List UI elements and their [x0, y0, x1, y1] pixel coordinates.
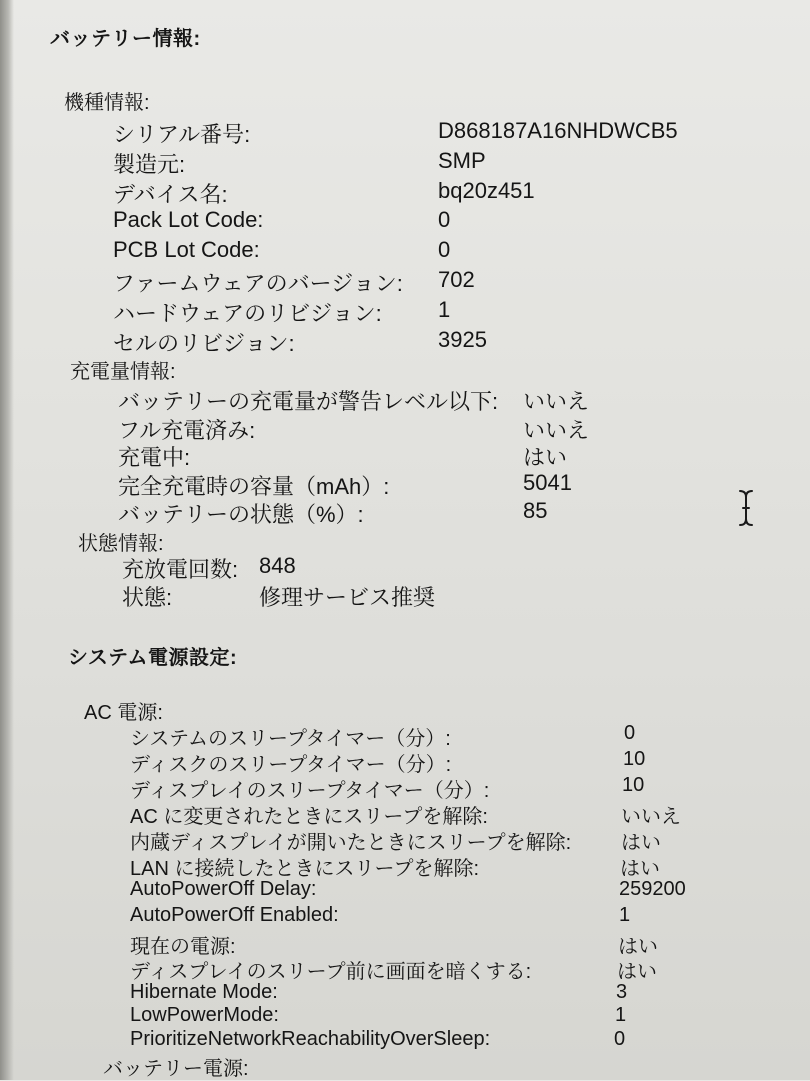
row-value: はい [620, 858, 660, 880]
row-label: シリアル番号: [113, 122, 251, 147]
row-value: 3 [616, 981, 628, 1003]
section-title-battery-info: バッテリー情報: [50, 28, 201, 50]
screen-bezel-edge [0, 0, 14, 1080]
group-title-battery-power: バッテリー電源: [103, 1058, 249, 1080]
text-ibeam-cursor-icon [737, 488, 755, 528]
row-label: バッテリーの充電量が警告レベル以下: [118, 389, 499, 414]
row-label: 現在の電源: [130, 936, 236, 958]
row-label: ファームウェアのバージョン: [113, 271, 403, 296]
row-label: セルのリビジョン: [113, 331, 295, 356]
row-value: SMP [438, 148, 486, 173]
row-label: AC に変更されたときにスリープを解除: [130, 806, 488, 828]
row-value: はい [617, 961, 657, 983]
row-label: 完全充電時の容量（mAh）: [118, 474, 390, 499]
row-label: LowPowerMode: [130, 1004, 279, 1026]
row-value: いいえ [523, 389, 590, 414]
row-label: 状態: [122, 585, 173, 610]
row-label: Hibernate Mode: [130, 981, 278, 1003]
row-value: はい [621, 832, 661, 854]
row-label: デバイス名: [113, 182, 228, 207]
row-value: いいえ [523, 418, 590, 443]
row-value: 848 [259, 553, 296, 578]
row-label: 充電中: [118, 445, 191, 470]
group-title-model-info: 機種情報: [64, 92, 150, 114]
row-label: Pack Lot Code: [113, 207, 264, 232]
group-title-ac-power: AC 電源: [84, 702, 163, 724]
group-title-status-info: 状態情報: [78, 533, 164, 555]
row-label: ディスクのスリープタイマー（分）: [130, 754, 452, 776]
row-label: ディスプレイのスリープタイマー（分）: [130, 780, 490, 802]
row-value: 5041 [523, 470, 572, 495]
row-value: 1 [615, 1004, 627, 1026]
row-label: AutoPowerOff Enabled: [130, 904, 339, 926]
row-value: 10 [623, 748, 646, 770]
section-title-system-power: システム電源設定: [68, 647, 238, 669]
row-value: 10 [622, 774, 645, 796]
row-value: bq20z451 [438, 178, 535, 203]
row-value: 0 [438, 237, 451, 262]
row-label: 内蔵ディスプレイが開いたときにスリープを解除: [130, 832, 572, 854]
row-value: 修理サービス推奨 [259, 585, 436, 610]
row-value: 85 [523, 498, 548, 523]
row-label: LAN に接続したときにスリープを解除: [130, 858, 480, 880]
row-label: PrioritizeNetworkReachabilityOverSleep: [130, 1028, 491, 1050]
row-label: 充放電回数: [122, 557, 239, 582]
row-label: AutoPowerOff Delay: [130, 878, 317, 900]
row-label: ディスプレイのスリープ前に画面を暗くする: [130, 961, 532, 983]
row-value: D868187A16NHDWCB5 [438, 118, 678, 143]
row-value: 3925 [438, 327, 487, 352]
row-label: PCB Lot Code: [113, 237, 260, 262]
row-value: 259200 [619, 878, 686, 900]
row-value: 0 [438, 207, 451, 232]
row-value: はい [523, 445, 568, 470]
row-value: いいえ [621, 806, 681, 828]
row-value: 702 [438, 267, 475, 292]
row-label: 製造元: [113, 152, 186, 177]
row-value: 1 [619, 904, 631, 926]
row-value: 1 [438, 297, 451, 322]
row-label: ハードウェアのリビジョン: [113, 301, 382, 326]
row-value: 0 [624, 722, 636, 744]
row-value: 0 [614, 1028, 626, 1050]
row-label: フル充電済み: [118, 418, 256, 443]
row-value: はい [618, 936, 658, 958]
row-label: システムのスリープタイマー（分）: [130, 728, 451, 750]
row-label: バッテリーの状態（%）: [118, 502, 364, 527]
group-title-charge-info: 充電量情報: [70, 361, 176, 383]
